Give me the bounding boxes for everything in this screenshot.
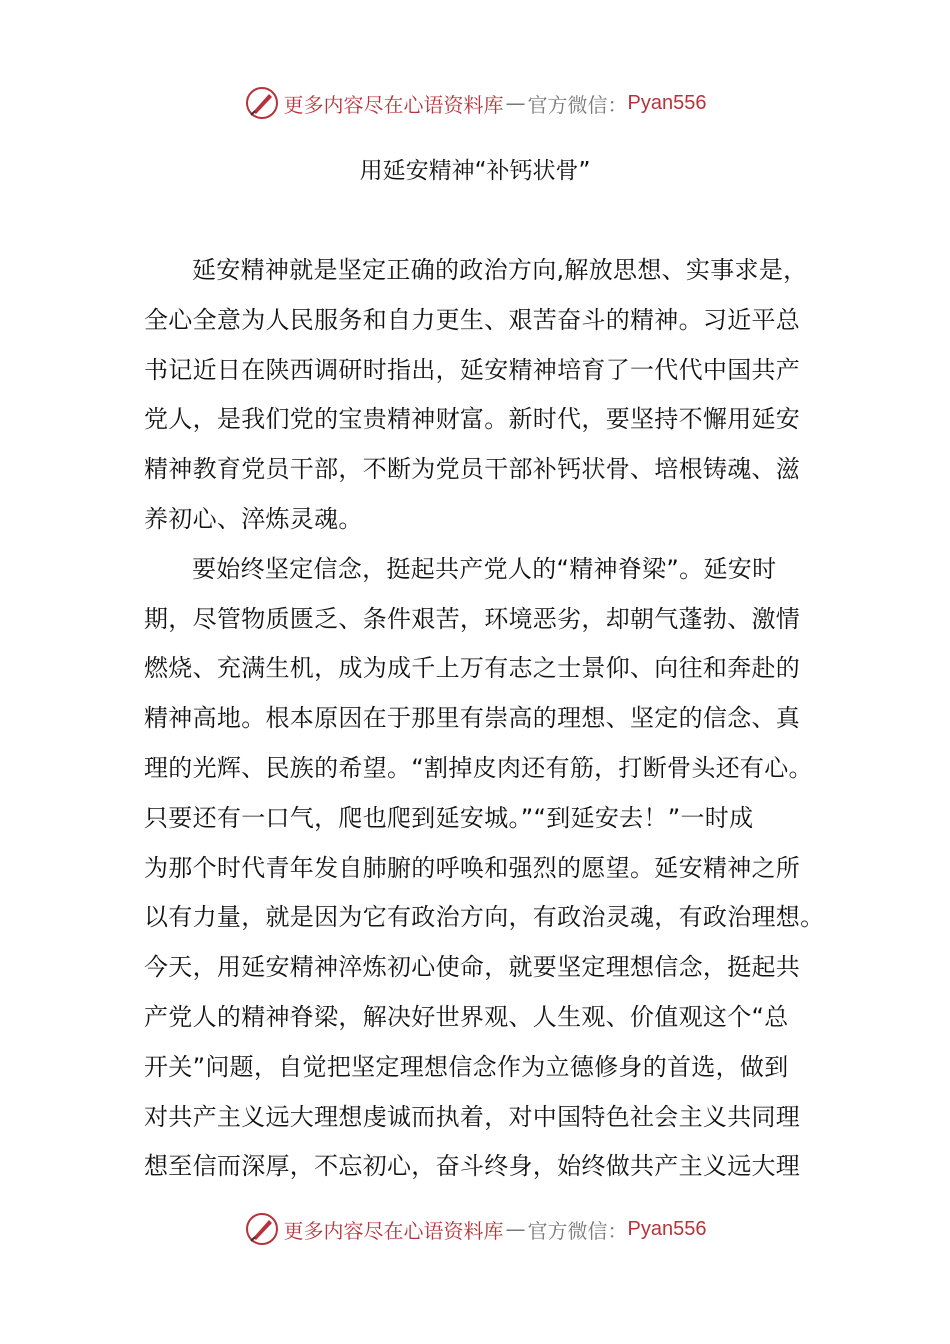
document-body [144, 246, 824, 1192]
body-line: 精神高地。根本原因在于那里有崇高的理想、坚定的信念、真 [144, 704, 801, 733]
body-line: 养初心、淬炼灵魂。 [144, 504, 363, 533]
body-line: 燃烧、充满生机，成为成千上万有志之士景仰、向往和奔赴的 [144, 654, 801, 683]
body-line: 党人，是我们党的宝贵精神财富。新时代，要坚持不懈用延安 [144, 405, 801, 434]
banner-text: 更多内容尽在心语资料库 [283, 92, 504, 117]
body-line: 只要还有一口气，爬也爬到延安城。”“到延安去！”一时成 [144, 803, 754, 832]
banner-wechat-id: Pyan556 [627, 91, 707, 114]
body-line: 开关”问题，自觉把坚定理想信念作为立德修身的首选，做到 [144, 1052, 789, 1081]
banner-wechat-label: 官方微信： [527, 92, 628, 117]
footer-banner [0, 1209, 950, 1249]
body-line: 产党人的精神脊梁，解决好世界观、人生观、价值观这个“总 [144, 1002, 789, 1031]
body-line: 对共产主义远大理想虔诚而执着，对中国特色社会主义共同理 [144, 1102, 801, 1131]
banner-wechat-id: Pyan556 [627, 1217, 707, 1240]
body-line: 延安精神就是坚定正确的政治方向,解放思想、实事求是， [192, 256, 808, 284]
body-line: 为那个时代青年发自肺腑的呼唤和强烈的愿望。延安精神之所 [144, 853, 801, 882]
body-line: 理的光辉、民族的希望。“割掉皮肉还有筋，打断骨头还有心。 [144, 753, 813, 782]
body-line: 全心全意为人民服务和自力更生、艰苦奋斗的精神。习近平总 [144, 305, 801, 334]
document-title: 用延安精神“补钙状骨” [359, 158, 591, 184]
body-line: 想至信而深厚，不忘初心，奋斗终身，始终做共产主义远大理 [144, 1152, 801, 1181]
body-line: 书记近日在陕西调研时指出，延安精神培育了一代代中国共产 [144, 355, 801, 384]
header-banner [0, 83, 950, 123]
banner-text: 更多内容尽在心语资料库 [283, 1218, 504, 1243]
banner-separator: — [505, 91, 526, 115]
body-line: 期，尽管物质匮乏、条件艰苦，环境恶劣，却朝气蓬勃、激情 [144, 604, 801, 633]
body-line: 以有力量，就是因为它有政治方向，有政治灵魂，有政治理想。 [144, 903, 825, 932]
body-line: 精神教育党员干部，不断为党员干部补钙状骨、培根铸魂、滋 [144, 455, 801, 484]
banner-separator: — [505, 1217, 526, 1241]
quill-pen-logo-icon [244, 85, 280, 121]
body-line: 要始终坚定信念，挺起共产党人的“精神脊梁”。延安时 [192, 554, 777, 583]
quill-pen-logo-icon [244, 1211, 280, 1247]
banner-wechat-label: 官方微信： [527, 1218, 628, 1243]
body-line: 今天，用延安精神淬炼初心使命，就要坚定理想信念，挺起共 [144, 953, 801, 982]
